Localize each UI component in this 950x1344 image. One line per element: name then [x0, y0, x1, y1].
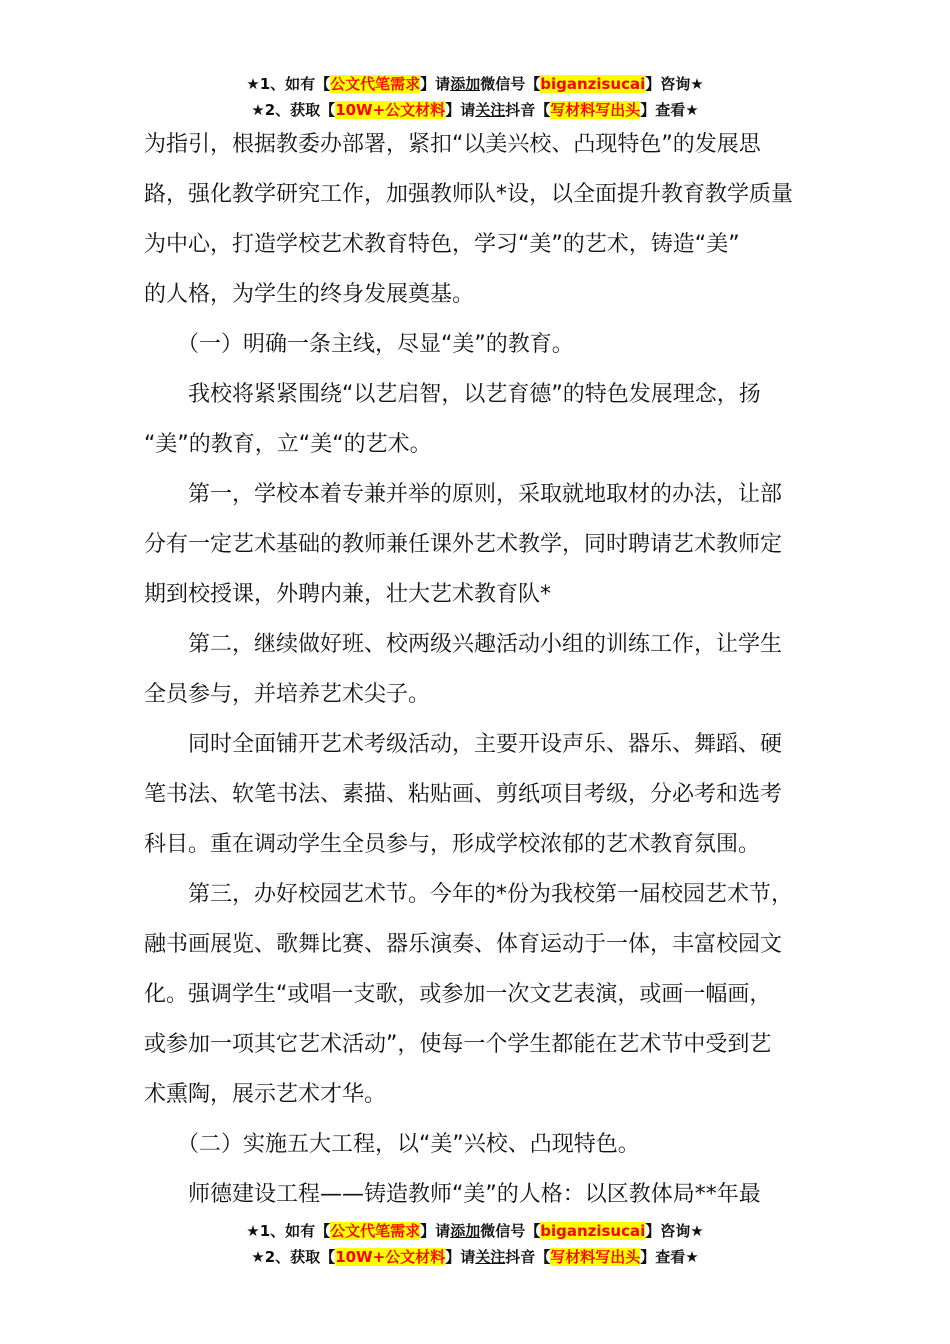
banner-text: 抖音【: [505, 1248, 551, 1266]
body-line: 全员参与，并培养艺术尖子。: [144, 682, 431, 707]
body-line: 术熏陶，展示艺术才华。: [144, 1082, 387, 1107]
body-line: 同时全面铺开艺术考级活动，主要开设声乐、器乐、舞蹈、硬: [144, 732, 783, 757]
banner-underlined-text: 关注: [475, 101, 506, 119]
body-line: 期到校授课，外聘内兼，壮大艺术教育队*: [144, 582, 552, 607]
banner-text: 】查看★: [640, 1248, 699, 1266]
banner-text: ★1、如有【: [246, 1222, 331, 1240]
banner-highlight: biganzisucai: [540, 75, 646, 93]
banner-underlined-text: 添加: [450, 75, 481, 93]
body-line: 融书画展览、歌舞比赛、器乐演奏、体育运动于一体，丰富校园文: [144, 932, 783, 957]
body-line: 师德建设工程——铸造教师“美”的人格：以区教体局**年最: [144, 1182, 761, 1207]
body-line: 我校将紧紧围绕“以艺启智，以艺育德”的特色发展理念，扬: [144, 382, 761, 407]
body-line: 路，强化教学研究工作，加强教师队*设，以全面提升教育教学质量: [144, 182, 794, 207]
banner-highlight: 10W+公文材料: [335, 1248, 446, 1266]
banner-highlight: 10W+公文材料: [335, 101, 446, 119]
body-line: 科目。重在调动学生全员参与，形成学校浓郁的艺术教育氛围。: [144, 832, 761, 857]
document-body: [144, 120, 810, 1220]
banner-highlight: biganzisucai: [540, 1222, 646, 1240]
section-heading: （二）实施五大工程，以“美”兴校、凸现特色。: [144, 1132, 640, 1157]
banner-text: 】咨询★: [645, 1222, 704, 1240]
banner-line-1: [0, 71, 950, 97]
body-line: 为指引，根据教委办部署，紧扣“以美兴校、凸现特色”的发展思: [144, 132, 761, 157]
banner-text: 】请: [420, 75, 451, 93]
bottom-banner: [0, 1218, 950, 1270]
banner-text: 】请: [445, 101, 476, 119]
banner-text: 微信号【: [480, 1222, 541, 1240]
body-line: 为中心，打造学校艺术教育特色，学习“美”的艺术，铸造“美”: [144, 232, 740, 257]
banner-highlight: 公文代笔需求: [330, 1222, 421, 1240]
body-line: 分有一定艺术基础的教师兼任课外艺术教学，同时聘请艺术教师定: [144, 532, 783, 557]
body-line: 第一，学校本着专兼并举的原则，采取就地取材的办法，让部: [144, 482, 783, 507]
banner-text: 抖音【: [505, 101, 551, 119]
banner-text: ★2、获取【: [251, 1248, 336, 1266]
banner-highlight: 写材料写出头: [550, 101, 641, 119]
banner-highlight: 写材料写出头: [550, 1248, 641, 1266]
body-line: 笔书法、软笔书法、素描、粘贴画、剪纸项目考级，分必考和选考: [144, 782, 783, 807]
banner-line-1: [0, 1218, 950, 1244]
body-line: 化。强调学生“或唱一支歌，或参加一次文艺表演，或画一幅画，: [144, 982, 772, 1007]
banner-text: 】请: [445, 1248, 476, 1266]
body-line: 第二，继续做好班、校两级兴趣活动小组的训练工作，让学生: [144, 632, 783, 657]
banner-highlight: 公文代笔需求: [330, 75, 421, 93]
banner-line-2: [0, 1244, 950, 1270]
banner-text: ★1、如有【: [246, 75, 331, 93]
banner-text: 】咨询★: [645, 75, 704, 93]
body-line: “美”的教育，立“美“的艺术。: [144, 432, 432, 457]
body-line: 第三，办好校园艺术节。今年的*份为我校第一届校园艺术节，: [144, 882, 794, 907]
banner-text: 微信号【: [480, 75, 541, 93]
body-line: 的人格，为学生的终身发展奠基。: [144, 282, 475, 307]
banner-text: 】查看★: [640, 101, 699, 119]
banner-underlined-text: 添加: [450, 1222, 481, 1240]
top-banner: [0, 71, 950, 123]
body-line: 或参加一项其它艺术活动”，使每一个学生都能在艺术节中受到艺: [144, 1032, 772, 1057]
section-heading: （一）明确一条主线，尽显“美”的教育。: [144, 332, 574, 357]
banner-text: 】请: [420, 1222, 451, 1240]
banner-text: ★2、获取【: [251, 101, 336, 119]
banner-underlined-text: 关注: [475, 1248, 506, 1266]
